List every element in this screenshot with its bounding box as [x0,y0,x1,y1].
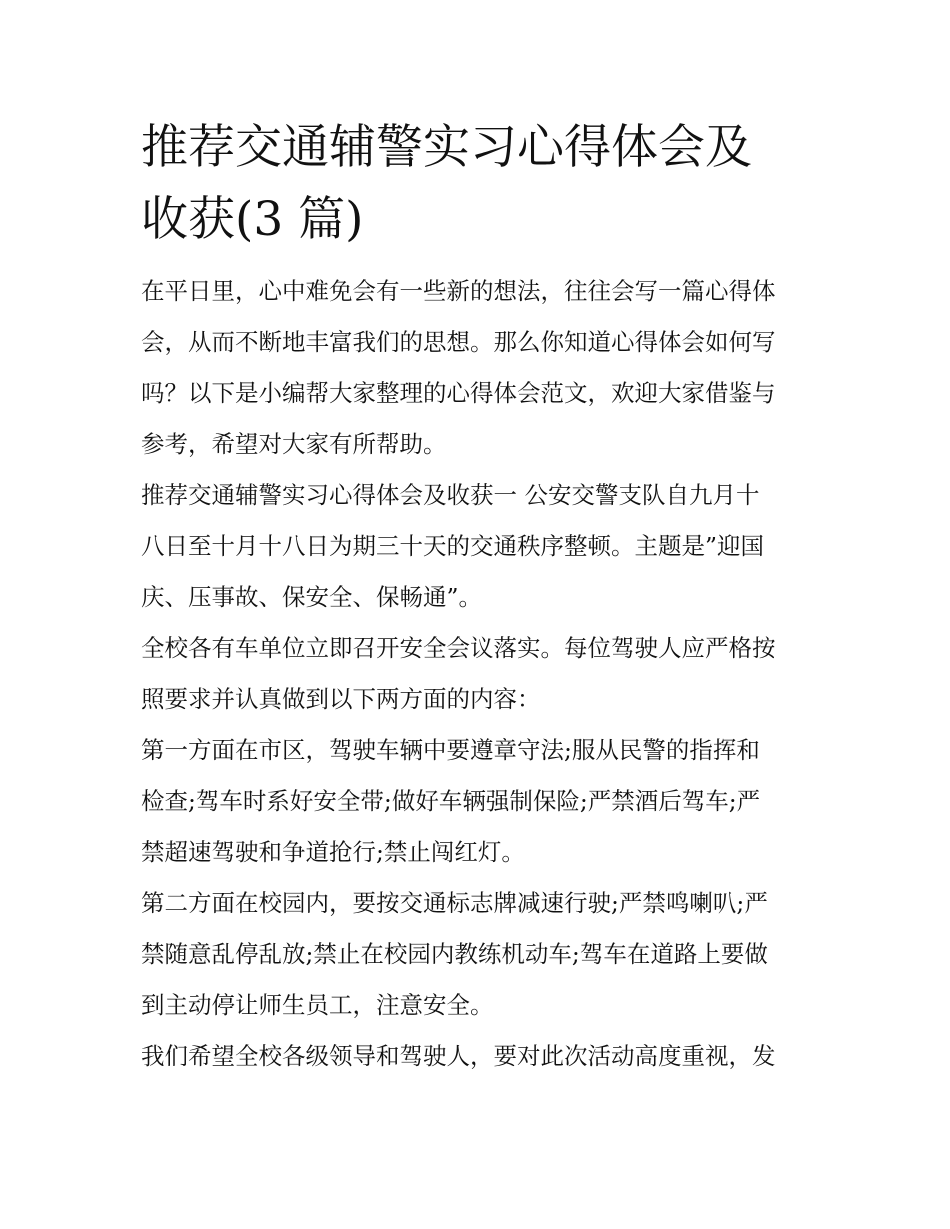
paragraph-closing: 我们希望全校各级领导和驾驶人，要对此次活动高度重视，发 [141,1042,776,1070]
document-body [141,112,816,1082]
paragraph-meeting: 全校各有车单位立即召开安全会议落实。每位驾驶人应严格按 照要求并认真做到以下两方面的内容： [141,634,776,713]
paragraph-city-rules: 第一方面在市区，驾驶车辆中要遵章守法;服从民警的指挥和 检查;驾车时系好安全带;做好车辆强制保险;严禁酒后驾车;严 禁超速驾驶和争道抢行;禁止闯红灯。 [141,736,761,866]
paragraph-part-one: 推荐交通辅警实习心得体会及收获一 公安交警支队自九月十 八日至十月十八日为期三十天的交通秩序整顿。主题是”迎国 庆、压事故、保安全、保畅通”。 [141,481,765,611]
document-title: 推荐交通辅警实习心得体会及 收获(3 篇) [141,120,752,247]
paragraph-campus-rules: 第二方面在校园内，要按交通标志牌减速行驶;严禁鸣喇叭;严 禁随意乱停乱放;禁止在校园内教练机动车;驾车在道路上要做 到主动停让师生员工，注意安全。 [141,889,768,1019]
paragraph-intro: 在平日里，心中难免会有一些新的想法，往往会写一篇心得体 会，从而不断地丰富我们的思想。那么你知道心得体会如何写 吗？以下是小编帮大家整理的心得体会范文，欢迎大家借鉴与 参考，希望对大家有所帮助。 [141,277,776,458]
